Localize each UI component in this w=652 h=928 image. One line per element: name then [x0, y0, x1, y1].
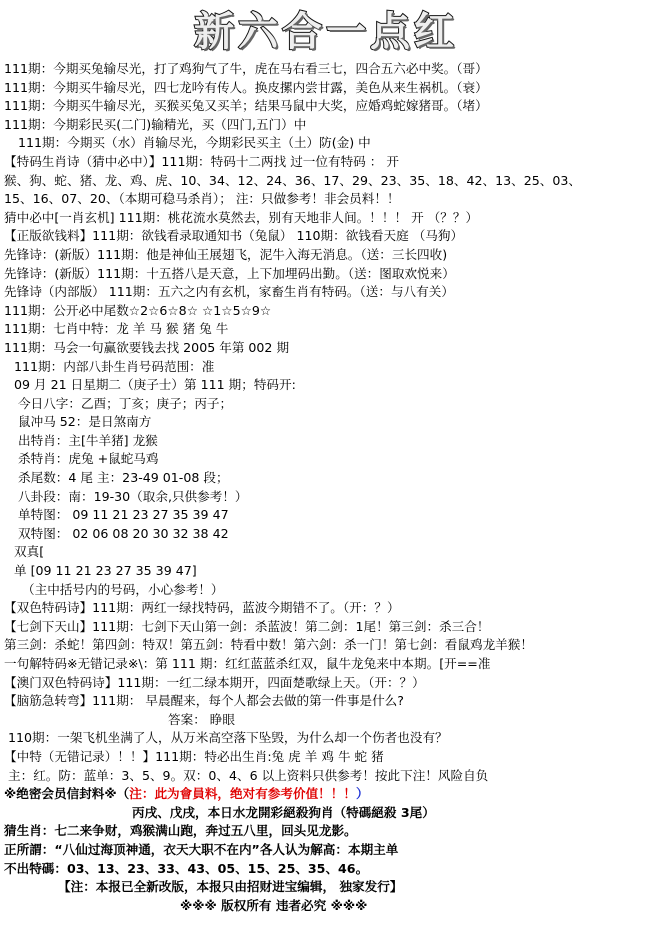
text-line: [0, 841, 652, 860]
line-text: 答案： 睁眼: [168, 711, 235, 727]
line-text: 双特图： 02 06 08 20 30 32 38 42: [18, 525, 229, 541]
text-line: [0, 172, 652, 191]
text-line: [0, 376, 652, 395]
line-text: 八卦段：南：19-30（取余,只供参考！）: [18, 488, 248, 504]
text-line: [0, 599, 652, 618]
text-line: [0, 116, 652, 135]
text-line: [0, 79, 652, 98]
line-text: 一句解特码※无错记录※\：第 111 期：红红蓝蓝杀红双，鼠牛龙兔来中本期。[开==准: [4, 656, 491, 671]
text-line: [0, 283, 652, 302]
line-text: ※※※ 版权所有 违者必究 ※※※: [180, 897, 368, 913]
text-line: [0, 450, 652, 469]
line-text: 猜生肖：七二来争财，鸡猴满山跑，奔过五八里，回头见龙影。: [4, 823, 357, 839]
line-text: 111期：今期买兔输尽光，打了鸡狗气了牛，虎在马右看三七，四合五六必中奖。（哥）: [4, 61, 488, 76]
line-text: 先锋诗：(新版）111期：十五搭八是天意，上下加埋码出勤。（送：图取欢悦来）: [4, 265, 455, 281]
line-text: 110期：一架飞机坐满了人，从万米高空落下坠毁，为什么却一个伤者也没有？: [8, 730, 448, 746]
line-text: 【脑筋急转弯】111期： 早晨醒来，每个人都会去做的第一件事是什么?: [4, 693, 404, 709]
line-text: 鼠冲马 52：是日煞南方: [18, 414, 152, 430]
text-line: [0, 506, 652, 525]
line-text: 111期：今期买牛输尽光，买猴买兔又买羊；结果马鼠中大奖，应婚鸡蛇嫁猪哥。（堵）: [4, 98, 488, 114]
text-line: [0, 413, 652, 432]
line-text: 先锋诗：(新版）111期：他是神仙王展翅飞，泥牛入海无消息。（送：三长四收): [4, 246, 448, 262]
text-line: [0, 748, 652, 767]
line-text: （主中括号内的号码，小心参考！）: [22, 581, 224, 597]
line-text: 单特图： 09 11 21 23 27 35 39 47: [18, 507, 229, 523]
text-line: [0, 395, 652, 414]
line-text: 主：红。防：蓝单：3、5、9。双：0、4、6 以上资料只供参考！按此下注！风险自负: [8, 767, 489, 783]
text-line: [0, 581, 652, 600]
line-text: 先锋诗（内部版） 111期：五六之内有玄机，家畜生肖有特码。（送：与八有关）: [4, 284, 454, 300]
text-line: [0, 60, 652, 79]
line-text: 【注：本报已全新改版，本报只由招财进宝编辑， 独家发行】: [58, 879, 403, 895]
line-text: 出特肖：主[牛羊猪] 龙猴: [18, 432, 158, 448]
line-text: 111期：今期买牛输尽光，四七龙吟有传人。换皮摞内尝甘露，美色从来生祸机。（衰）: [4, 79, 488, 95]
line-text: 不出特碼：03、13、23、33、43、05、15、25、35、46。: [4, 860, 369, 876]
line-text: 111期：今期彩民买(二门)输精光，买（四门,五门）中: [4, 116, 307, 132]
line-text: 第三剑：杀蛇！第四剑：特双！第五剑：特看中数！第六剑：杀一门！第七剑：看鼠鸡龙羊猴！: [4, 637, 533, 653]
line-text: 杀特肖：虎兔 +鼠蛇马鸡: [18, 451, 159, 467]
line-text: 【特码生肖诗（猜中必中）】111期：特码十二两找 过一位有特码 ： 开: [4, 153, 399, 169]
text-line: [0, 618, 652, 637]
text-line: [0, 302, 652, 321]
line-text: 09 月 21 日星期二（庚子士）第 111 期；特码开:: [14, 377, 296, 393]
text-line: [0, 767, 652, 786]
text-line: [0, 711, 652, 730]
text-line: [0, 488, 652, 507]
line-text: 111期：内部八卦生肖号码范围：准: [14, 358, 215, 374]
text-line: [0, 227, 652, 246]
text-line: [0, 190, 652, 209]
text-line: [0, 729, 652, 748]
text-line: [0, 525, 652, 544]
text-line: [0, 543, 652, 562]
line-text: 111期：马会一句赢欲要钱去找 2005 年第 002 期: [4, 339, 290, 355]
line-text: 【中特（无错记录）！！】111期：特必出生肖:兔 虎 羊 鸡 牛 蛇 猪: [4, 748, 384, 764]
text-line: [0, 469, 652, 488]
line-text: 单 [09 11 21 23 27 35 39 47]: [14, 563, 197, 579]
text-line: [0, 339, 652, 358]
text-line: [0, 636, 652, 655]
line-text: 【正版欲钱料】111期：欲钱看录取通知书（兔鼠） 110期：欲钱看天庭 （马狗）: [4, 228, 464, 244]
text-line: [0, 860, 652, 879]
article-body: [0, 60, 652, 915]
line-text: 15、16、07、20、（本期可稳马杀肖）； 注：只做参考！非会员料！！: [4, 191, 400, 207]
line-text: 【双色特码诗】111期：两红一绿找特码，蓝波今期错不了。（开：？）: [4, 600, 400, 616]
text-line: [0, 97, 652, 116]
line-text: 111期：今期买（水）肖输尽光，今期彩民买主（土）防(金) 中: [18, 135, 371, 151]
text-line: [0, 209, 652, 228]
notice-prefix: ※绝密会员信封料※（: [4, 786, 130, 802]
text-line: [0, 562, 652, 581]
text-line: [0, 878, 652, 897]
notice-body: 注：此为會員料，绝对有参考价值！！！: [129, 786, 356, 802]
text-line: [0, 897, 652, 916]
line-text: 今日八字：乙酉；丁亥；庚子；丙子；: [18, 395, 233, 411]
line-text: 双真[: [14, 544, 45, 560]
text-line: [0, 655, 652, 674]
line-text: 猴、狗、蛇、猪、龙、鸡、虎、10、34、12、24、36、17、29、23、35、18、42、13、25、03、: [4, 172, 581, 188]
line-text: 【澳门双色特码诗】111期：一红二绿本期开，四面楚歌绿上天。（开：？）: [4, 674, 425, 690]
notice-suffix: ）: [355, 786, 369, 802]
line-text: 杀尾数：4 尾 主：23-49 01-08 段；: [18, 470, 229, 486]
line-text: 111期：七肖中特：龙 羊 马 猴 猪 兔 牛: [4, 321, 229, 337]
text-line: [0, 822, 652, 841]
line-text: 正所謂：“八仙过海顶神通，衣天大职不在内”各人认为解高：本期主单: [4, 841, 399, 857]
text-line: [0, 785, 652, 804]
line-text: 丙戌、戊戌，本日水龙開彩絕殺狗肖（特碼絕殺 3尾）: [132, 804, 435, 820]
text-line: [0, 153, 652, 172]
text-line: [0, 432, 652, 451]
text-line: [0, 674, 652, 693]
text-line: [0, 692, 652, 711]
line-text: 111期：公开必中尾数☆2☆6☆8☆ ☆1☆5☆9☆: [4, 302, 272, 318]
text-line: [0, 358, 652, 377]
text-line: [0, 804, 652, 823]
text-line: [0, 246, 652, 265]
line-text: 猜中必中[一肖玄机] 111期：桃花流水莫然去，别有天地非人间。！！！ 开 （？？）: [4, 209, 479, 225]
page-title: 新六合一点红: [194, 7, 458, 55]
line-text: 【七剑下天山】111期：七剑下天山第一剑：杀蓝波！第二剑：1尾！第三剑：杀三合！: [4, 618, 490, 634]
text-line: [0, 320, 652, 339]
text-line: [0, 265, 652, 284]
text-line: [0, 134, 652, 153]
masthead: [0, 0, 652, 56]
